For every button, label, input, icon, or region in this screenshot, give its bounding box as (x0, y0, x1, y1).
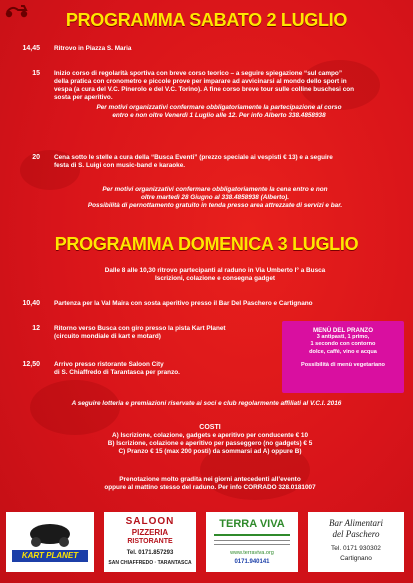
costs-title: COSTI (199, 424, 221, 431)
terra-name: TERRA VIVA (219, 518, 285, 530)
menu-line: 3 antipasti, 1 primo, (316, 334, 370, 341)
time-label: 10,40 (22, 300, 40, 307)
sponsor-saloon (104, 512, 196, 572)
dinner-note: Per motivi organizzativi confermare obbligatoriamente la cena entro e non oltre martedì 28 Giugno al 338.4858938 (Alberto). Possibilità di pernottamento gratuito in tenda presso area attrezzate di servizi e bar. (87, 186, 343, 210)
schedule-text: Ritorno verso Busca con giro presso la pista Kart Planet (circuito mondiale di kart e motard) (54, 325, 226, 341)
saloon-phone: Tel. 0171.857293 (126, 550, 174, 556)
saloon-sub2: RISTORANTE (127, 538, 173, 545)
costs-section: COSTI A) Iscrizione, colazione, gadgets e aperitivo per conducente € 10 B) Iscrizione, colazione e aperitivo per passeggero (no gadgets) € 5 C) Pranzo € 15 (max 200 posti) da sommarsi ad A) oppure B) (40, 424, 380, 456)
time-label: 15 (32, 70, 40, 77)
divider (214, 540, 290, 541)
bar-phone: Tel. 0171 930302 (331, 545, 381, 552)
divider (214, 544, 290, 545)
sponsor-bar-paschero (308, 512, 404, 572)
schedule-text: Arrivo presso ristorante Saloon City di S. Chiaffredo di Tarantasca per pranzo. (54, 361, 180, 377)
time-label: 12 (32, 325, 40, 332)
course-note: Per motivi organizzativi confermare obbligatoriamente la partecipazione al corso entro e non oltre Venerdì 1 Luglio alle 12. Per info Alberto 338.4858938 (96, 104, 342, 120)
schedule-text: Inizio corso di regolarità sportiva con breve corso teorico – a seguire spiegazione “sul campo” della pratica con cronometro e piccole prove per imparare ad avvicinarsi al mondo dello sport in vespa (a cura del V.C. Pinerolo e del V.C. Torino). A fine corso breve tour sulle colline buschesi con sosta per aperitivo. (54, 70, 355, 102)
bar-town: Cartignano (340, 555, 372, 562)
saturday-title: PROGRAMMA SABATO 2 LUGLIO (65, 10, 348, 30)
schedule-text: Partenza per la Val Maira con sosta aperitivo presso il Bar Del Paschero e Cartignano (54, 300, 313, 307)
sponsor-kart-planet (6, 512, 94, 572)
terra-phone: 0171.940141 (234, 559, 270, 565)
time-label: 14,45 (22, 45, 40, 52)
booking-note: Prenotazione molto gradita nei giorni antecedenti all’evento oppure al mattino stesso del raduno. Per info CORRADO 328.0181007 (104, 476, 316, 492)
menu-line: dolce, caffè, vino e acqua (309, 348, 377, 355)
sponsor-terra-viva (206, 512, 298, 572)
saloon-name: SALOON (125, 516, 175, 527)
time-label: 20 (32, 154, 40, 161)
sunday-title: PROGRAMMA DOMENICA 3 LUGLIO (54, 234, 359, 254)
sunday-intro: Dalle 8 alle 10,30 ritrovo partecipanti al raduno in Via Umberto I° a Busca Iscrizioni, colazione e consegna gadget (104, 267, 326, 283)
terra-web: www.terraviva.org (230, 550, 274, 556)
bar-line1: Bar Alimentari (328, 518, 384, 528)
menu-veg-note: Possibilità di menù vegetariano (301, 361, 385, 368)
divider (214, 534, 290, 536)
time-label: 12,50 (22, 361, 40, 368)
kart-name: KART PLANET (21, 551, 79, 560)
raffle-note: A seguire lotteria e premiazioni riservate ai soci e club regolarmente affiliati al V.C.I. 2016 (71, 400, 342, 407)
lunch-menu-box (282, 321, 404, 393)
kart-logo-icon (6, 512, 94, 572)
saloon-sub: PIZZERIA (131, 528, 169, 537)
menu-title: MENÙ DEL PRANZO (312, 327, 374, 334)
menu-line: 1 secondo con contorno (310, 341, 376, 348)
schedule-text: Cena sotto le stelle a cura della “Busca Eventi” (prezzo speciale ai vespisti € 13) e a seguire festa di S. Luigi con music-band e karaoke. (54, 154, 333, 170)
saloon-address: SAN CHIAFFREDO · TARANTASCA (108, 560, 192, 566)
bar-line2: del Paschero (332, 529, 380, 539)
schedule-text: Ritrovo in Piazza S. Maria (54, 45, 132, 52)
